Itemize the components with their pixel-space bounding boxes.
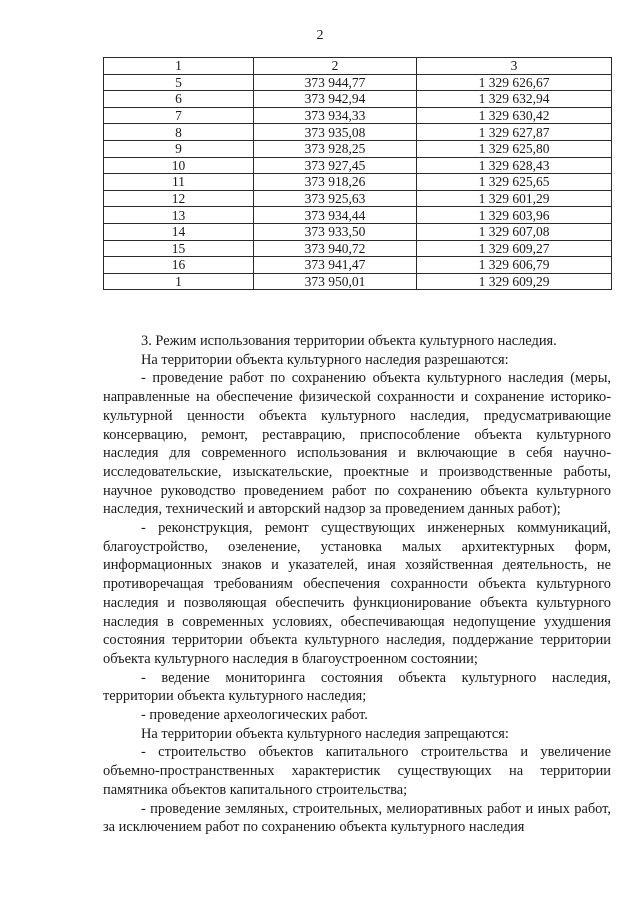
coordinates-table (103, 57, 612, 290)
permitted-item-reconstruction: - реконструкция, ремонт существующих инженерных коммуникаций, благоустройство, озеленение, установка малых архитектурных форм, информационных знаков и указателей, иная хозяйственная деятельность, не противоречащая требованиям обеспечения сохранности объекта культурного наследия и позволяющая обеспечить функционирование объекта культурного наследия в современных условиях, обеспечивающая недопущение ухудшения состояния территории объекта культурного наследия, поддержание территории объекта культурного наследия в благоустроенном состоянии; (103, 520, 611, 667)
point-number-cell: 14 (104, 223, 254, 240)
coordinates-table-body (104, 58, 612, 290)
header-cell-y: 3 (417, 58, 612, 75)
y-coordinate-cell: 1 329 606,79 (417, 257, 612, 274)
y-coordinate-cell: 1 329 609,29 (417, 273, 612, 290)
table-row (104, 157, 612, 174)
point-number-cell: 7 (104, 107, 254, 124)
prohibited-item-construction: - строительство объектов капитального строительства и увеличение объемно-пространственных характеристик существующих на территории памятника объектов капитального строительства; (103, 744, 611, 798)
point-number-cell: 15 (104, 240, 254, 257)
page-number: 2 (316, 28, 324, 43)
point-number-cell: 10 (104, 157, 254, 174)
y-coordinate-cell: 1 329 607,08 (417, 223, 612, 240)
table-row (104, 107, 612, 124)
point-number-cell: 1 (104, 273, 254, 290)
y-coordinate-cell: 1 329 601,29 (417, 190, 612, 207)
table-row (104, 124, 612, 141)
header-cell-point: 1 (104, 58, 254, 75)
document-body (103, 332, 611, 837)
x-coordinate-cell: 373 950,01 (254, 273, 417, 290)
table-row (104, 207, 612, 224)
point-number-cell: 11 (104, 174, 254, 191)
permitted-intro: На территории объекта культурного наследия разрешаются: (141, 351, 509, 368)
table-row (104, 190, 612, 207)
table-header-row (104, 58, 612, 75)
point-number-cell: 5 (104, 74, 254, 91)
x-coordinate-cell: 373 933,50 (254, 223, 417, 240)
x-coordinate-cell: 373 918,26 (254, 174, 417, 191)
table-row (104, 240, 612, 257)
table-row (104, 257, 612, 274)
table-row (104, 174, 612, 191)
table-row (104, 140, 612, 157)
x-coordinate-cell: 373 927,45 (254, 157, 417, 174)
permitted-item-preservation: - проведение работ по сохранению объекта культурного наследия (меры, направленные на обеспечение физической сохранности и сохранение историко-культурной ценности объекта культурного наследия, предусматривающие консервацию, ремонт, реставрацию, приспособление объекта культурного наследия для современного использования и включающие в себя научно-исследовательские, изыскательские, проектные и производственные работы, научное руководство проведением работ по сохранению объекта культурного наследия, технический и авторский надзор за проведением данных работ); (103, 370, 611, 518)
x-coordinate-cell: 373 934,44 (254, 207, 417, 224)
point-number-cell: 8 (104, 124, 254, 141)
table-row (104, 223, 612, 240)
point-number-cell: 16 (104, 257, 254, 274)
y-coordinate-cell: 1 329 626,67 (417, 74, 612, 91)
x-coordinate-cell: 373 934,33 (254, 107, 417, 124)
y-coordinate-cell: 1 329 630,42 (417, 107, 612, 124)
header-cell-x: 2 (254, 58, 417, 75)
y-coordinate-cell: 1 329 625,80 (417, 140, 612, 157)
permitted-item-archaeology: - проведение археологических работ. (141, 707, 368, 724)
x-coordinate-cell: 373 935,08 (254, 124, 417, 141)
table-row (104, 74, 612, 91)
x-coordinate-cell: 373 944,77 (254, 74, 417, 91)
prohibited-item-earthworks: - проведение земляных, строительных, мелиоративных работ и иных работ, за исключением работ по сохранению объекта культурного наследия (103, 800, 611, 836)
permitted-item-monitoring: - ведение мониторинга состояния объекта культурного наследия, территории объекта культурного наследия; (103, 669, 611, 705)
y-coordinate-cell: 1 329 627,87 (417, 124, 612, 141)
y-coordinate-cell: 1 329 609,27 (417, 240, 612, 257)
x-coordinate-cell: 373 925,63 (254, 190, 417, 207)
y-coordinate-cell: 1 329 628,43 (417, 157, 612, 174)
point-number-cell: 13 (104, 207, 254, 224)
point-number-cell: 6 (104, 91, 254, 108)
x-coordinate-cell: 373 940,72 (254, 240, 417, 257)
y-coordinate-cell: 1 329 625,65 (417, 174, 612, 191)
x-coordinate-cell: 373 928,25 (254, 140, 417, 157)
point-number-cell: 12 (104, 190, 254, 207)
y-coordinate-cell: 1 329 603,96 (417, 207, 612, 224)
prohibited-intro: На территории объекта культурного наследия запрещаются: (141, 725, 509, 742)
y-coordinate-cell: 1 329 632,94 (417, 91, 612, 108)
table-row (104, 273, 612, 290)
x-coordinate-cell: 373 941,47 (254, 257, 417, 274)
point-number-cell: 9 (104, 140, 254, 157)
table-row (104, 91, 612, 108)
section-heading: 3. Режим использования территории объекта культурного наследия. (141, 333, 557, 349)
x-coordinate-cell: 373 942,94 (254, 91, 417, 108)
